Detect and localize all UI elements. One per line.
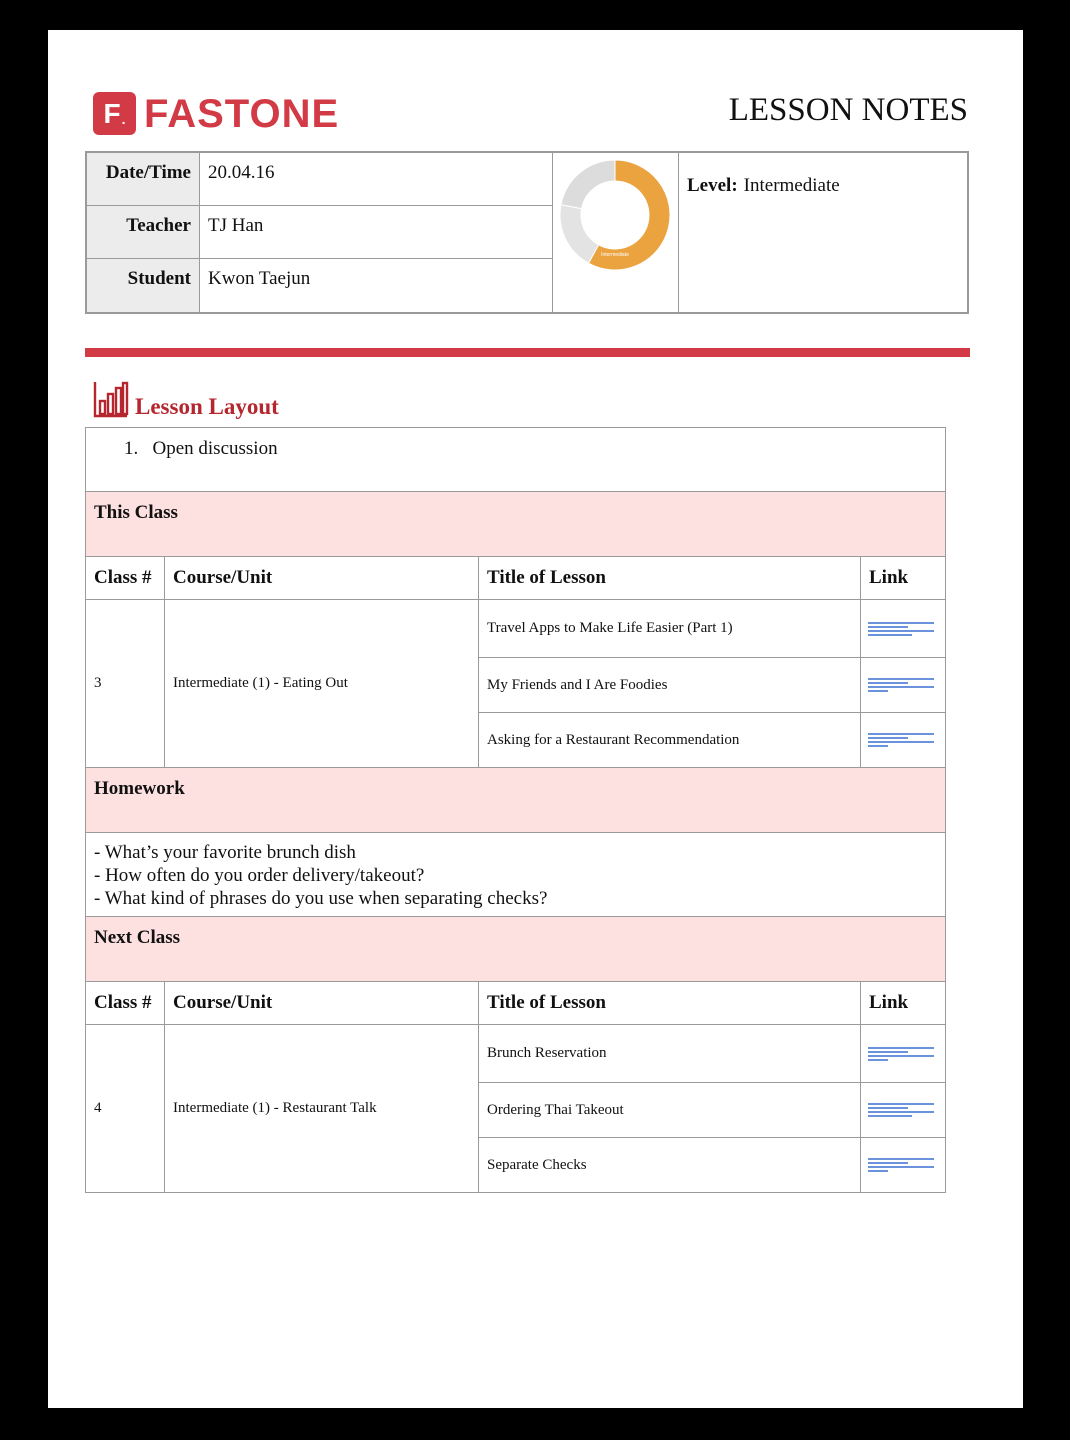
- teacher-label: Teacher: [87, 206, 200, 258]
- next-class-label: Next Class: [86, 917, 946, 982]
- donut-segment-remaining-a: [560, 205, 599, 264]
- student-row: [87, 259, 553, 312]
- intro-row: [86, 428, 946, 492]
- level-field: [687, 175, 840, 197]
- column-header-link: Link: [861, 557, 946, 600]
- level-donut-chart: [553, 153, 677, 312]
- lesson-title: Travel Apps to Make Life Easier (Part 1): [479, 600, 861, 658]
- this-class-header-row: [86, 557, 946, 600]
- column-header-course: Course/Unit: [165, 557, 479, 600]
- lesson-notes-page: [48, 30, 1023, 1408]
- column-header-class: Class #: [86, 982, 165, 1025]
- class-number: 4: [86, 1025, 165, 1193]
- lesson-title: My Friends and I Are Foodies: [479, 658, 861, 713]
- date-label: Date/Time: [87, 153, 200, 205]
- student-label: Student: [87, 259, 200, 312]
- intro-number: 1.: [124, 438, 139, 459]
- date-row: [87, 153, 553, 206]
- section-heading: [93, 380, 279, 418]
- lesson-title: Separate Checks: [479, 1138, 861, 1193]
- column-header-title: Title of Lesson: [479, 557, 861, 600]
- column-header-title: Title of Lesson: [479, 982, 861, 1025]
- donut-segment-remaining-b: [561, 160, 615, 209]
- brand-name: FASTONE: [144, 91, 340, 136]
- intro-cell: [86, 428, 946, 492]
- section-title: Lesson Layout: [135, 394, 279, 419]
- date-value: 20.04.16: [208, 162, 275, 183]
- bar-chart-icon: [93, 380, 129, 418]
- level-value: Intermediate: [743, 175, 840, 196]
- this-class-label: This Class: [86, 492, 946, 557]
- next-class-band: [86, 917, 946, 982]
- info-panel: [85, 151, 969, 314]
- brand-mark-icon: F .: [93, 92, 136, 135]
- homework-list: [86, 833, 946, 917]
- intro-text: Open discussion: [152, 438, 278, 459]
- column-header-class: Class #: [86, 557, 165, 600]
- next-class-header-row: [86, 982, 946, 1025]
- lesson-link[interactable]: [861, 1025, 946, 1083]
- table-row: [86, 600, 946, 658]
- table-row: [86, 1025, 946, 1083]
- lesson-title: Brunch Reservation: [479, 1025, 861, 1083]
- lesson-link[interactable]: [861, 713, 946, 768]
- lesson-link[interactable]: [861, 1138, 946, 1193]
- column-header-course: Course/Unit: [165, 982, 479, 1025]
- level-chart-cell: [552, 153, 679, 312]
- lesson-link[interactable]: [861, 658, 946, 713]
- course-unit: Intermediate (1) - Eating Out: [165, 600, 479, 768]
- level-label: Level:: [687, 175, 738, 196]
- homework-item: - How often do you order delivery/takeout?: [94, 865, 425, 886]
- teacher-value: TJ Han: [208, 215, 264, 236]
- brand-logo: [93, 92, 339, 135]
- student-value: Kwon Taejun: [208, 268, 311, 289]
- teacher-row: [87, 206, 553, 259]
- course-unit: Intermediate (1) - Restaurant Talk: [165, 1025, 479, 1193]
- lesson-layout-table: [85, 427, 946, 1193]
- column-header-link: Link: [861, 982, 946, 1025]
- lesson-link[interactable]: [861, 600, 946, 658]
- this-class-band: [86, 492, 946, 557]
- homework-label: Homework: [86, 768, 946, 833]
- lesson-link[interactable]: [861, 1083, 946, 1138]
- homework-row: [86, 833, 946, 917]
- lesson-title: Asking for a Restaurant Recommendation: [479, 713, 861, 768]
- lesson-title: Ordering Thai Takeout: [479, 1083, 861, 1138]
- level-chart-label: Intermediate: [601, 252, 629, 258]
- homework-item: - What’s your favorite brunch dish: [94, 842, 356, 863]
- class-number: 3: [86, 600, 165, 768]
- section-divider: [85, 348, 970, 357]
- homework-band: [86, 768, 946, 833]
- homework-item: - What kind of phrases do you use when separating checks?: [94, 888, 548, 909]
- document-title: LESSON NOTES: [728, 92, 968, 128]
